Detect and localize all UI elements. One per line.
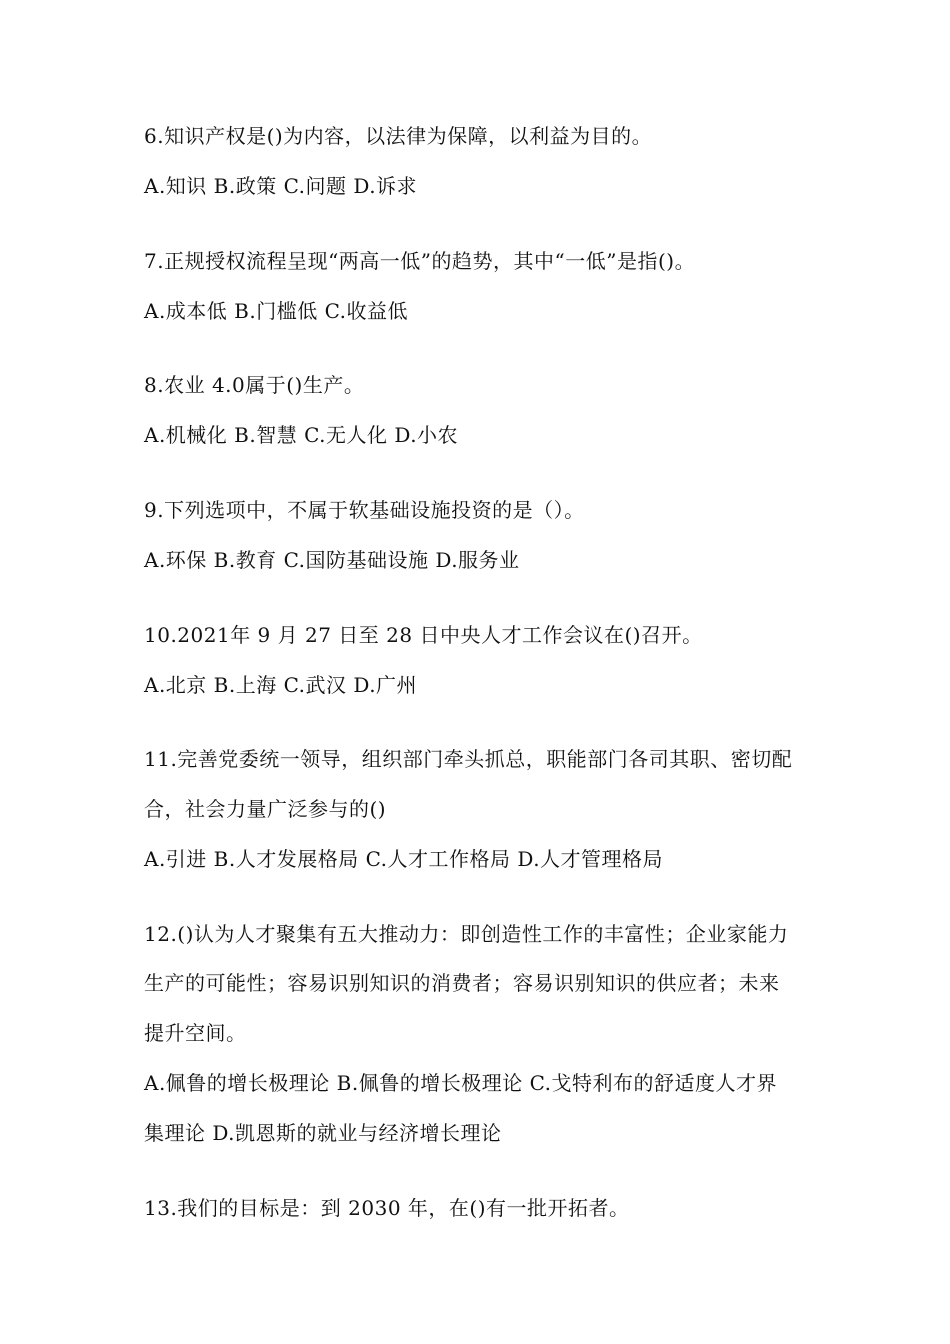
options-8: A.机械化 B.智慧 C.无人化 D.小农 — [144, 423, 459, 447]
question-7: 7.正规授权流程呈现“两高一低”的趋势，其中“一低”是指()。 — [144, 249, 696, 273]
question-8: 8.农业 4.0属于()生产。 — [144, 373, 365, 397]
question-12-line-2: 生产的可能性；容易识别知识的消费者；容易识别知识的供应者；未来 — [144, 971, 780, 995]
options-11: A.引进 B.人才发展格局 C.人才工作格局 D.人才管理格局 — [144, 847, 664, 871]
options-12-line-1: A.佩鲁的增长极理论 B.佩鲁的增长极理论 C.戈特利布的舒适度人才界 — [144, 1071, 778, 1095]
options-7: A.成本低 B.门槛低 C.收益低 — [144, 299, 409, 323]
question-11-line-2: 合，社会力量广泛参与的() — [144, 797, 387, 821]
options-10: A.北京 B.上海 C.武汉 D.广州 — [144, 673, 418, 697]
options-12-line-2: 集理论 D.凯恩斯的就业与经济增长理论 — [144, 1121, 502, 1145]
options-6: A.知识 B.政策 C.问题 D.诉求 — [144, 174, 418, 198]
question-9: 9.下列选项中，不属于软基础设施投资的是（）。 — [144, 498, 585, 522]
question-10: 10.2021年 9 月 27 日至 28 日中央人才工作会议在()召开。 — [144, 623, 703, 647]
options-9: A.环保 B.教育 C.国防基础设施 D.服务业 — [144, 548, 520, 572]
question-11-line-1: 11.完善党委统一领导，组织部门牵头抓总，职能部门各司其职、密切配 — [144, 747, 793, 771]
question-13: 13.我们的目标是：到 2030 年，在()有一批开拓者。 — [144, 1196, 630, 1220]
question-12-line-1: 12.()认为人才聚集有五大推动力：即创造性工作的丰富性；企业家能力 — [144, 922, 789, 946]
question-12-line-3: 提升空间。 — [144, 1021, 247, 1045]
question-6: 6.知识产权是()为内容，以法律为保障，以利益为目的。 — [144, 124, 653, 148]
